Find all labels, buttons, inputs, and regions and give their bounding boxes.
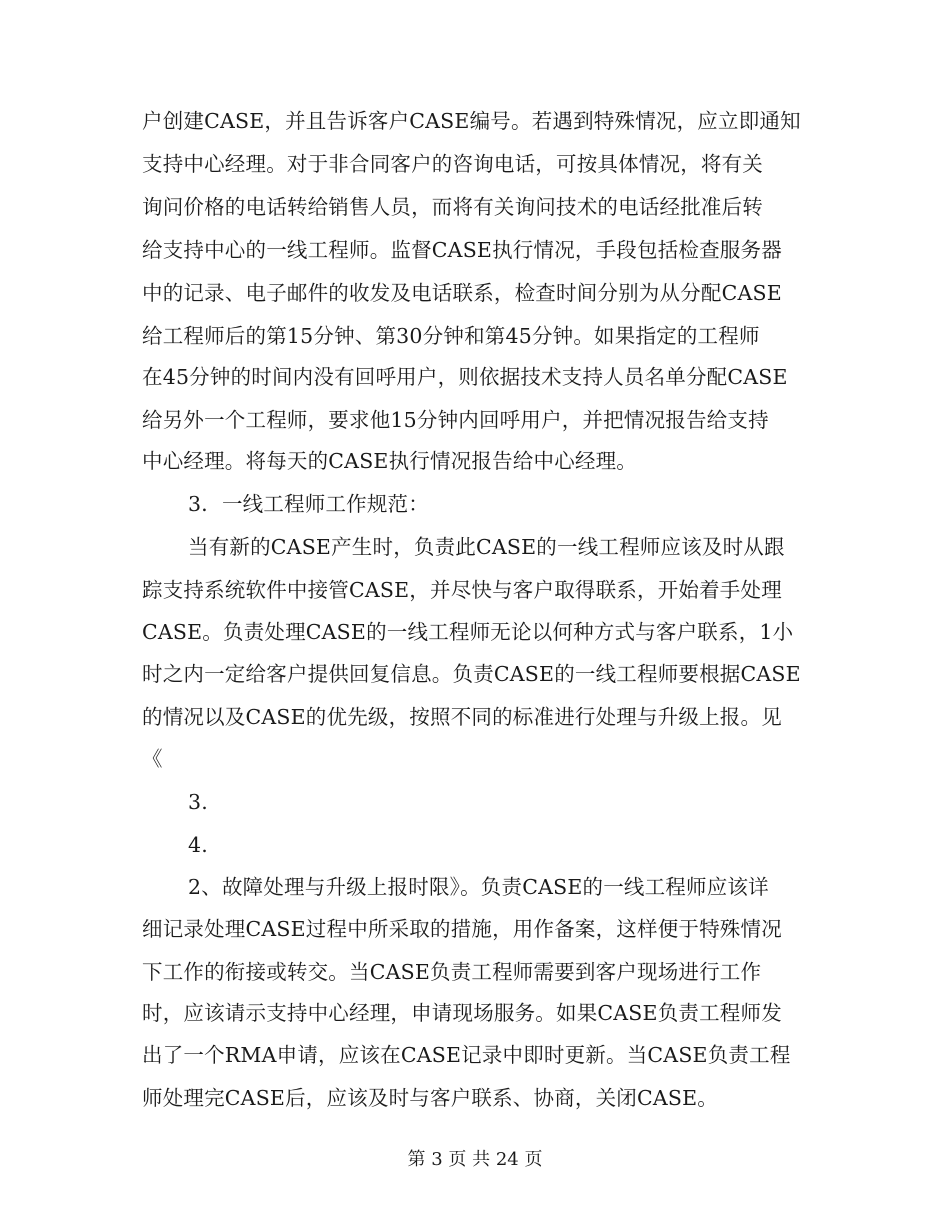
body-line: 2、故障处理与升级上报时限》。负责CASE的一线工程师应该详 (188, 875, 769, 899)
body-line: 中心经理。将每天的CASE执行情况报告给中心经理。 (142, 449, 637, 473)
body-line: 下工作的衔接或转交。当CASE负责工程师需要到客户现场进行工作 (142, 960, 762, 984)
body-line: 支持中心经理。对于非合同客户的咨询电话，可按具体情况，将有关 (142, 152, 763, 176)
body-line: 在45分钟的时间内没有回呼用户，则依据技术支持人员名单分配CASE (142, 365, 788, 389)
body-line: 细记录处理CASE过程中所采取的措施，用作备案，这样便于特殊情况 (142, 917, 782, 941)
body-line: 时，应该请示支持中心经理，申请现场服务。如果CASE负责工程师发 (142, 1001, 782, 1025)
list-number: 3. (188, 790, 208, 814)
body-line: 中的记录、电子邮件的收发及电话联系，检查时间分别为从分配CASE (142, 281, 782, 305)
body-line: 给工程师后的第15分钟、第30分钟和第45分钟。如果指定的工程师 (142, 324, 760, 348)
body-line: 户创建CASE，并且告诉客户CASE编号。若遇到特殊情况，应立即通知 (142, 109, 801, 133)
body-line: 时之内一定给客户提供回复信息。负责CASE的一线工程师要根据CASE (142, 662, 801, 686)
body-line: 出了一个RMA申请，应该在CASE记录中即时更新。当CASE负责工程 (142, 1043, 791, 1067)
body-line: 的情况以及CASE的优先级，按照不同的标准进行处理与升级上报。见 (142, 705, 782, 729)
body-line: 给另外一个工程师，要求他15分钟内回呼用户，并把情况报告给支持 (142, 408, 769, 432)
page-number-footer: 第 3 页 共 24 页 (407, 1149, 543, 1170)
body-line: 询问价格的电话转给销售人员，而将有关询问技术的电话经批准后转 (142, 195, 763, 219)
body-line: CASE。负责处理CASE的一线工程师无论以何种方式与客户联系，1小 (142, 620, 794, 644)
body-line: 给支持中心的一线工程师。监督CASE执行情况，手段包括检查服务器 (142, 238, 782, 262)
body-line: 踪支持系统软件中接管CASE，并尽快与客户取得联系，开始着手处理 (142, 578, 782, 602)
list-number: 4. (188, 833, 208, 857)
body-line: 师处理完CASE后，应该及时与客户联系、协商，关闭CASE。 (142, 1086, 718, 1110)
section-heading: 3．一线工程师工作规范： (188, 492, 429, 516)
body-line: 当有新的CASE产生时，负责此CASE的一线工程师应该及时从跟 (188, 535, 785, 559)
body-line: 《 (142, 747, 163, 771)
